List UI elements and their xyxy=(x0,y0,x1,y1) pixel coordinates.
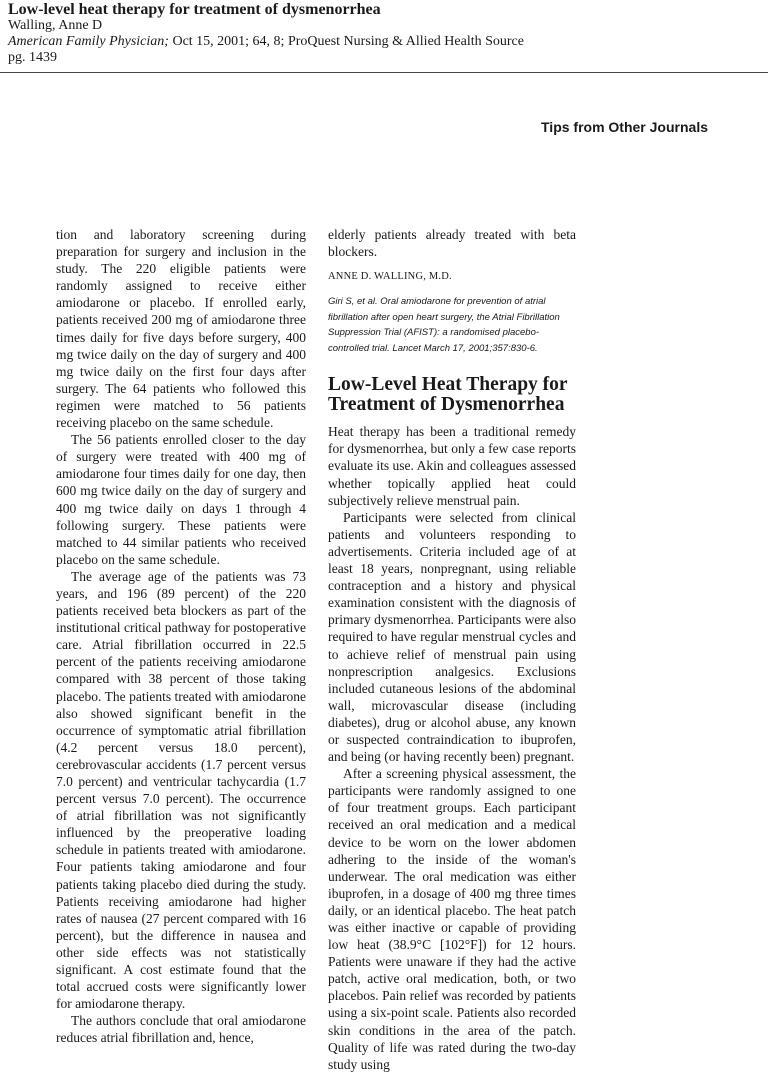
reference-citation: Giri S, et al. Oral amiodarone for prevention of atrial fibrillation after open heart surgery, the Atrial Fibrillation Suppression Trial (AFIST): a randomised placebo-controlled trial. Lancet March 17, 2001;357:830-6. xyxy=(328,296,560,354)
author-line: Walling, Anne D xyxy=(8,18,103,33)
header-divider xyxy=(0,72,768,73)
author-signature: ANNE D. WALLING, M.D. xyxy=(328,271,452,283)
body-paragraph: The authors conclude that oral amiodarone reduces atrial fibrillation and, hence, xyxy=(56,1013,306,1046)
left-column xyxy=(56,226,306,1047)
body-paragraph: Heat therapy has been a traditional remedy for dysmenorrhea, but only a few case reports evaluate its use. Akin and colleagues assessed whether topically applied heat could subjectively relieve menstrual pain. xyxy=(328,424,576,508)
body-paragraph: tion and laboratory screening during preparation for surgery and inclusion in the study. The 220 eligible patients were randomly assigned to receive either amiodarone or placebo. If enrolled early, patients received 200 mg of amiodarone three times daily for five days before surgery, 400 mg twice daily on the day of surgery and 400 mg twice daily on the first four days after surgery. The 64 patients who followed this regimen were matched to 56 patients receiving placebo on the same schedule. xyxy=(56,227,306,431)
citation-details: Oct 15, 2001; 64, 8; ProQuest Nursing & Allied Health Source xyxy=(168,34,524,49)
page-number: pg. 1439 xyxy=(8,50,57,65)
body-paragraph: Participants were selected from clinical patients and volunteers responding to advertisements. Criteria included age of at least 18 years, nonpregnant, using reliable contraception and a history and physical examination consistent with the diagnosis of primary dysmenorrhea. Participants were also required to have regular menstrual cycles and to achieve relief of menstrual pain using nonprescription analgesics. Exclusions included cutaneous lesions of the abdominal wall, microvascular disease (including diabetes), drug or alcohol abuse, any known or suspected contraindication to ibuprofen, and being (or having recently been) pregnant. xyxy=(328,509,576,765)
document-header xyxy=(8,0,748,66)
body-paragraph: After a screening physical assessment, the participants were randomly assigned to one of four treatment groups. Each participant received an oral medication and a medical device to be worn on the lower abdomen adhering to the inside of the woman's underwear. The oral medication was either ibuprofen, in a dosage of 400 mg three times daily, or an identical placebo. The heat patch was either inactive or capable of providing low heat (38.9°C [102°F]) for 12 hours. Patients were unaware if they had the active patch, active oral medication, both, or two placebos. Pain relief was recorded by patients using a six-point scale. Patients also recorded skin conditions in the area of the patch. Quality of life was rated during the two-day study using xyxy=(328,766,576,1072)
body-paragraph: The average age of the patients was 73 years, and 196 (89 percent) of the 220 patients received beta blockers as part of the institutional critical pathway for postoperative care. Atrial fibrillation occurred in 22.5 percent of the patients receiving amiodarone compared with 38 percent of those taking placebo. The patients treated with amiodarone also showed significant benefit in the occurrence of symptomatic atrial fibrillation (4.2 percent versus 18.0 percent), cerebrovascular accidents (1.7 percent versus 7.0 percent) and ventricular tachycardia (1.7 percent versus 7.0 percent). The occurrence of atrial fibrillation was not significantly influenced by the preoperative loading schedule in patients treated with amiodarone. Four patients taking amiodarone and four patients taking placebo died during the study. Patients receiving amiodarone had higher rates of nausea (27 percent compared with 16 percent), but the difference in nausea and other side effects was not statistically significant. A cost estimate found that the total accrued costs were significantly lower for amiodarone therapy. xyxy=(56,568,306,1012)
body-paragraph: The 56 patients enrolled closer to the day of surgery were treated with 400 mg of amiodarone four times daily for one day, then 600 mg twice daily on the day of surgery and 400 mg twice daily on days 1 through 4 following surgery. These patients were matched to 44 similar patients who received placebo on the same schedule. xyxy=(56,432,306,567)
article-heading: Low-Level Heat Therapy for Treatment of Dysmenorrhea xyxy=(328,374,568,416)
journal-name: American Family Physician; xyxy=(8,34,169,49)
section-label: Tips from Other Journals xyxy=(541,119,708,135)
continuation-paragraph: elderly patients already treated with beta blockers. xyxy=(328,227,576,260)
source-line xyxy=(8,34,748,50)
article-title: Low-level heat therapy for treatment of dysmenorrhea xyxy=(8,1,381,18)
right-column xyxy=(328,226,576,1073)
